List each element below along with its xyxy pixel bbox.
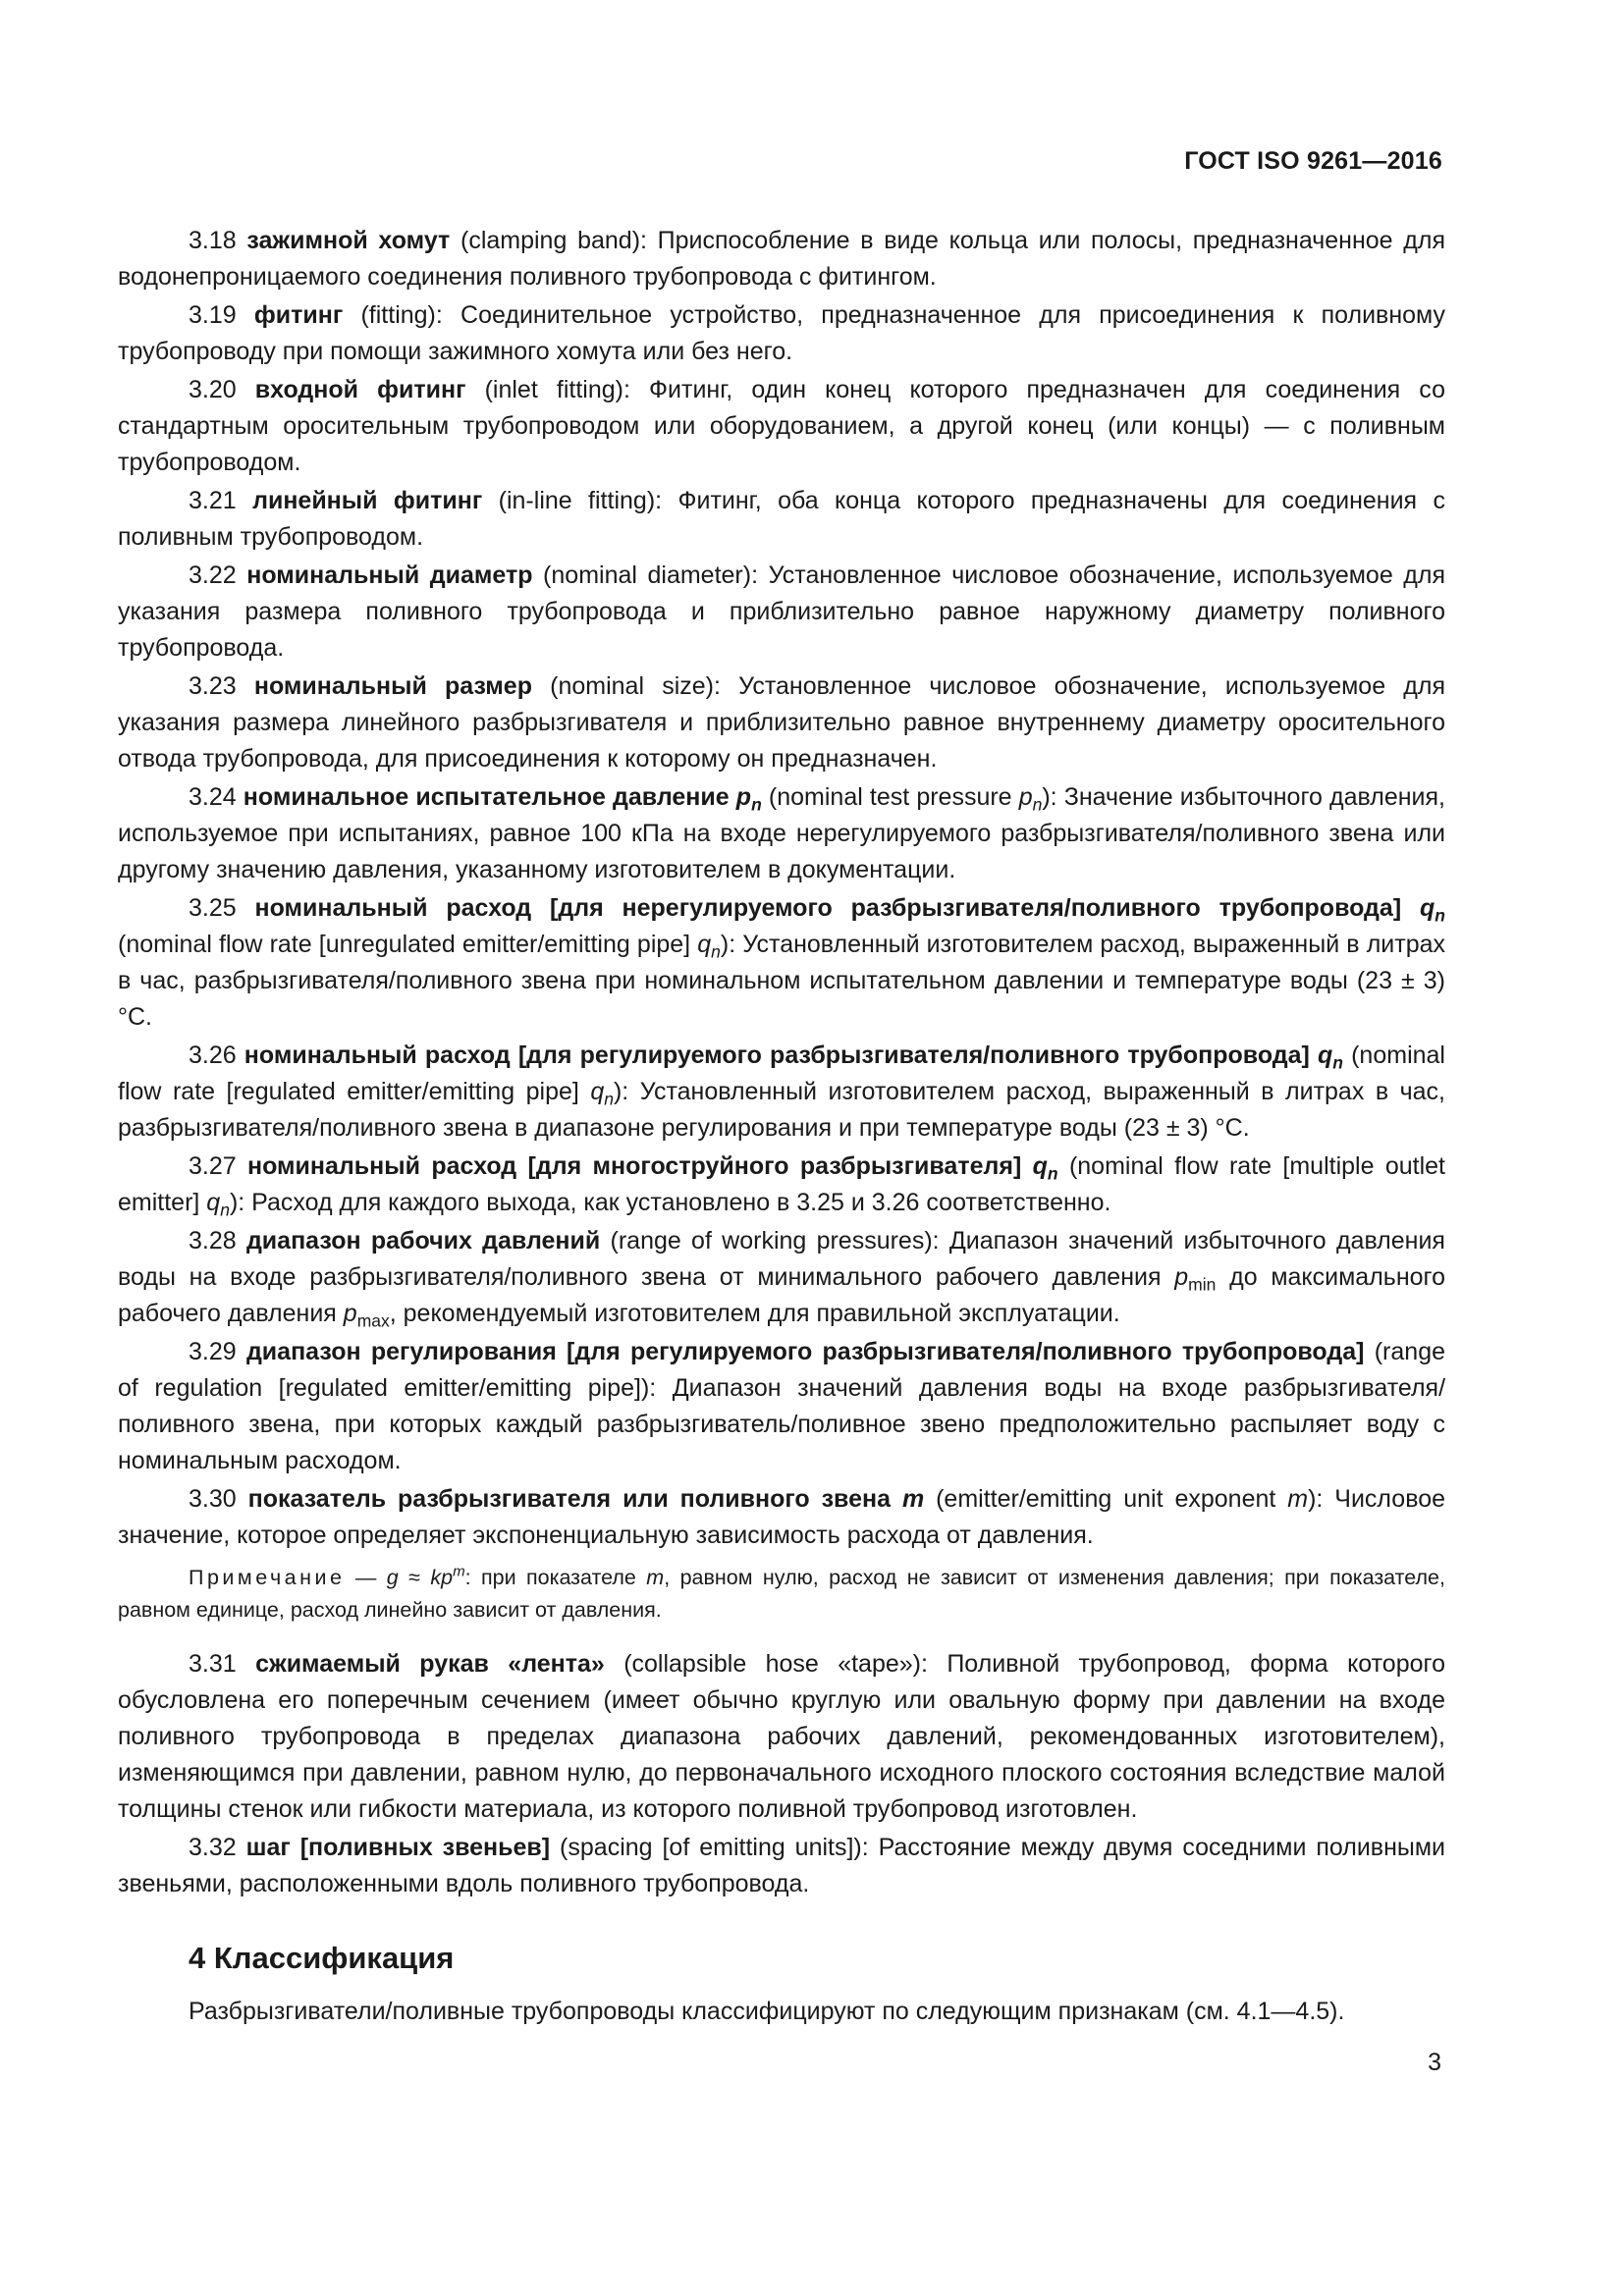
definition-3-19: 3.19 фитинг (fitting): Соединительное устройство, предназначенное для присоединения к поливному трубопроводу при помощи зажимного хомута или без него. xyxy=(118,301,1445,365)
section-intro: Разбрызгиватели/поливные трубопроводы классифицируют по следующим признакам (см. 4.1—4.5). xyxy=(189,1998,1345,2025)
definition-3-28: 3.28 диапазон рабочих давлений (range of working pressures): Диапазон значений избыточного давления воды на входе разбрызгивателя/поливного звена от минимального рабочего давления $p_{min}$ до максимального рабочего давления $p_{max}$, рекомендуемый изготовителем для правильной эксплуатации. xyxy=(118,1227,1445,1331)
definition-3-21: 3.21 линейный фитинг (in-line fitting): Фитинг, оба конца которого предназначены для соединения с поливным трубопроводом. xyxy=(118,487,1445,551)
definition-3-29: 3.29 диапазон регулирования [для регулируемого разбрызгивателя/поливного трубопровода] (range of regulation [regulated emitter/emitting pipe]): Диапазон значений давления воды на входе разбрызгивателя/поливного звена, при которых каждый разбрызгиватель/поливное звено предположительно распыляет воду с номинальным расходом. xyxy=(118,1338,1446,1474)
definition-3-20: 3.20 входной фитинг (inlet fitting): Фитинг, один конец которого предназначен для соединения со стандартным оросительным трубопроводом или оборудованием, а другой конец (или концы) — с поливным трубопроводом. xyxy=(118,376,1445,476)
page-number: 3 xyxy=(1428,2049,1441,2076)
definition-3-24: 3.24 номинальное испытательное давление $p_n$ (nominal test pressure $p_n$): Значение избыточного давления, используемое при испытаниях, равное 100 кПа на входе нерегулируемого разбрызгивателя/поливного звена или другому значению давления, указанному изготовителем в документации. xyxy=(118,783,1445,883)
definition-3-22: 3.22 номинальный диаметр (nominal diameter): Установленное числовое обозначение, используемое для указания размера поливного трубопровода и приблизительно равное наружному диаметру поливного трубопровода. xyxy=(118,561,1445,662)
definition-3-32: 3.32 шаг [поливных звеньев] (spacing [of emitting units]): Расстояние между двумя соседними поливными звеньями, расположенными вдоль поливного трубопровода. xyxy=(118,1834,1446,1897)
note-label: Примечание xyxy=(189,1566,346,1589)
definition-3-18: 3.18 зажимной хомут (clamping band): Приспособление в виде кольца или полосы, предназначенное для водонепроницаемого соединения поливного трубопровода с фитингом. xyxy=(118,227,1445,291)
section-heading: 4 Классификация xyxy=(189,1941,455,1975)
definition-3-26: 3.26 номинальный расход [для регулируемого разбрызгивателя/поливного трубопровода] $q_n$ (nominal flow rate [regulated emitter/emitting pipe] $q_n$): Установленный изготовителем расход, выраженный в литрах в час, разбрызгивателя/поливного звена в диапазоне регулирования и при температуре воды (23 ± 3) °С. xyxy=(118,1041,1445,1142)
definition-3-23: 3.23 номинальный размер (nominal size): Установленное числовое обозначение, используемое для указания размера линейного разбрызгивателя и приблизительно равное внутреннему диаметру оросительного отвода трубопровода, для присоединения к которому он предназначен. xyxy=(118,672,1446,773)
page-content xyxy=(118,223,1445,2030)
definition-3-31: 3.31 сжимаемый рукав «лента» (collapsible hose «tape»): Поливной трубопровод, форма которого обусловлена его поперечным сечением (имеет обычно круглую или овальную форму при давлении на входе поливного трубопровода в пределах диапазона рабочих давлений, рекомендованных изготовителем), изменяющимся при давлении, равном нулю, до первоначального исходного плоского состояния вследствие малой толщины стенок или гибкости материала, из которого поливной трубопровод изготовлен. xyxy=(118,1650,1445,1823)
definition-3-27: 3.27 номинальный расход [для многоструйного разбрызгивателя] $q_n$ (nominal flow rate [multiple outlet emitter] $q_n$): Расход для каждого выхода, как установлено в 3.25 и 3.26 соответственно. xyxy=(118,1152,1445,1220)
note-3-30: Примечание — $g \approx kp^m$: при показателе m, равном нулю, расход не зависит от изменения давления; при показателе, равном единице, расход линейно зависит от давления. xyxy=(118,1563,1445,1622)
definition-3-25: 3.25 номинальный расход [для нерегулируемого разбрызгивателя/поливного трубопровода] $q_n$ (nominal flow rate [unregulated emitter/emitting pipe] $q_n$): Установленный изготовителем расход, выраженный в литрах в час, разбрызгивателя/поливного звена при номинальном испытательном давлении и температуре воды (23 ± 3) °С. xyxy=(118,894,1445,1031)
definition-3-30: 3.30 показатель разбрызгивателя или поливного звена m (emitter/emitting unit exponent m): Числовое значение, которое определяет экспоненциальную зависимость расхода от давления. xyxy=(118,1485,1446,1549)
document-header: ГОСТ ISO 9261—2016 xyxy=(1184,147,1442,175)
